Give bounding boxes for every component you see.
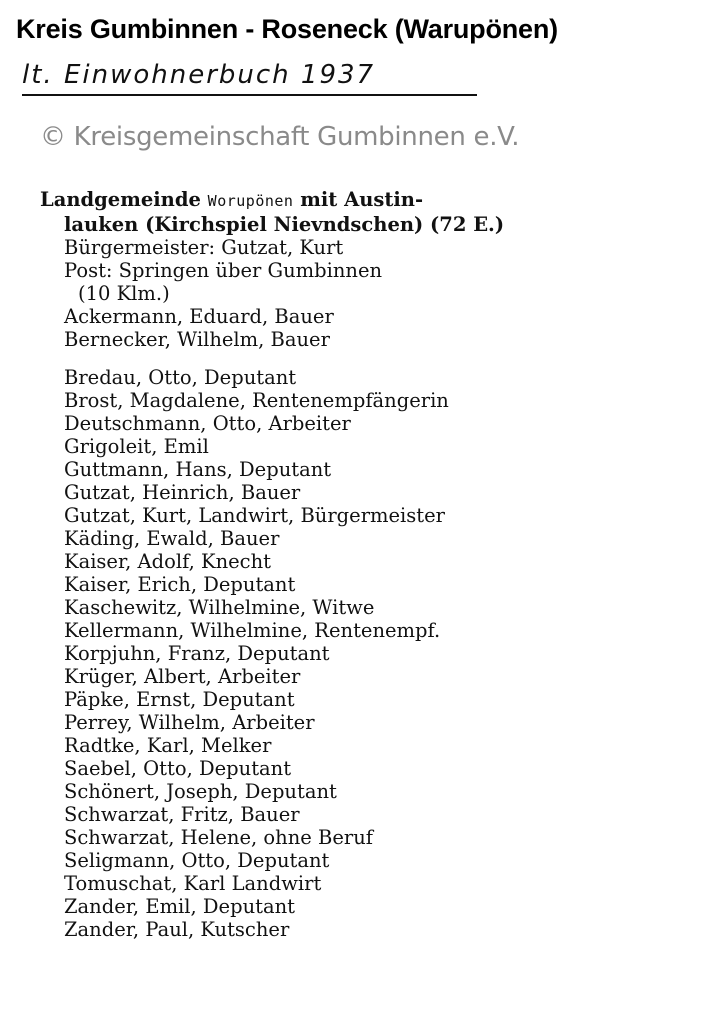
resident-entry: Seligmann, Otto, Deputant [64, 849, 330, 872]
municipality-header-rest: mit Austin- [300, 188, 424, 211]
page-title: Kreis Gumbinnen - Roseneck (Warupönen) [16, 14, 558, 44]
resident-entry: Guttmann, Hans, Deputant [64, 458, 332, 481]
resident-entry: Radtke, Karl, Melker [64, 734, 272, 757]
post-line: Post: Springen über Gumbinnen [64, 259, 383, 282]
resident-entry: Korpjuhn, Franz, Deputant [64, 642, 330, 665]
resident-entry: Perrey, Wilhelm, Arbeiter [64, 711, 315, 734]
resident-entry: Kaiser, Adolf, Knecht [64, 550, 271, 573]
resident-entry: Ackermann, Eduard, Bauer [64, 305, 334, 328]
resident-list-top [40, 305, 700, 351]
resident-list [40, 366, 700, 941]
resident-entry: Kellermann, Wilhelmine, Rentenempf. [64, 619, 441, 642]
municipality-header-line2: lauken (Kirchspiel Nievndschen) (72 E.) [64, 213, 505, 236]
resident-entry: Bredau, Otto, Deputant [64, 366, 297, 389]
resident-entry: Kaiser, Erich, Deputant [64, 573, 296, 596]
resident-entry: Zander, Emil, Deputant [64, 895, 296, 918]
resident-entry: Gutzat, Heinrich, Bauer [64, 481, 301, 504]
resident-entry: Saebel, Otto, Deputant [64, 757, 292, 780]
resident-entry: Brost, Magdalene, Rentenempfängerin [64, 389, 449, 412]
resident-entry: Tomuschat, Karl Landwirt [64, 872, 322, 895]
municipality-label: Landgemeinde [40, 188, 201, 211]
resident-entry: Deutschmann, Otto, Arbeiter [64, 412, 351, 435]
resident-entry: Bernecker, Wilhelm, Bauer [64, 328, 330, 351]
resident-entry: Kaschewitz, Wilhelmine, Witwe [64, 596, 375, 619]
mayor-line: Bürgermeister: Gutzat, Kurt [64, 236, 344, 259]
post-distance-line: (10 Klm.) [78, 282, 170, 305]
resident-entry: Päpke, Ernst, Deputant [64, 688, 295, 711]
resident-entry: Gutzat, Kurt, Landwirt, Bürgermeister [64, 504, 445, 527]
resident-entry: Grigoleit, Emil [64, 435, 209, 458]
resident-entry: Schwarzat, Fritz, Bauer [64, 803, 300, 826]
resident-entry: Käding, Ewald, Bauer [64, 527, 280, 550]
scanned-directory-page [40, 188, 700, 941]
resident-entry: Schwarzat, Helene, ohne Beruf [64, 826, 373, 849]
handwritten-subtitle: lt. Einwohnerbuch 1937 [22, 60, 477, 96]
municipality-header-line1 [40, 188, 700, 213]
resident-entry: Schönert, Joseph, Deputant [64, 780, 337, 803]
typed-municipality-name: Worupönen [207, 192, 294, 210]
copyright-notice: © Kreisgemeinschaft Gumbinnen e.V. [40, 122, 520, 152]
resident-entry: Zander, Paul, Kutscher [64, 918, 290, 941]
resident-entry: Krüger, Albert, Arbeiter [64, 665, 301, 688]
